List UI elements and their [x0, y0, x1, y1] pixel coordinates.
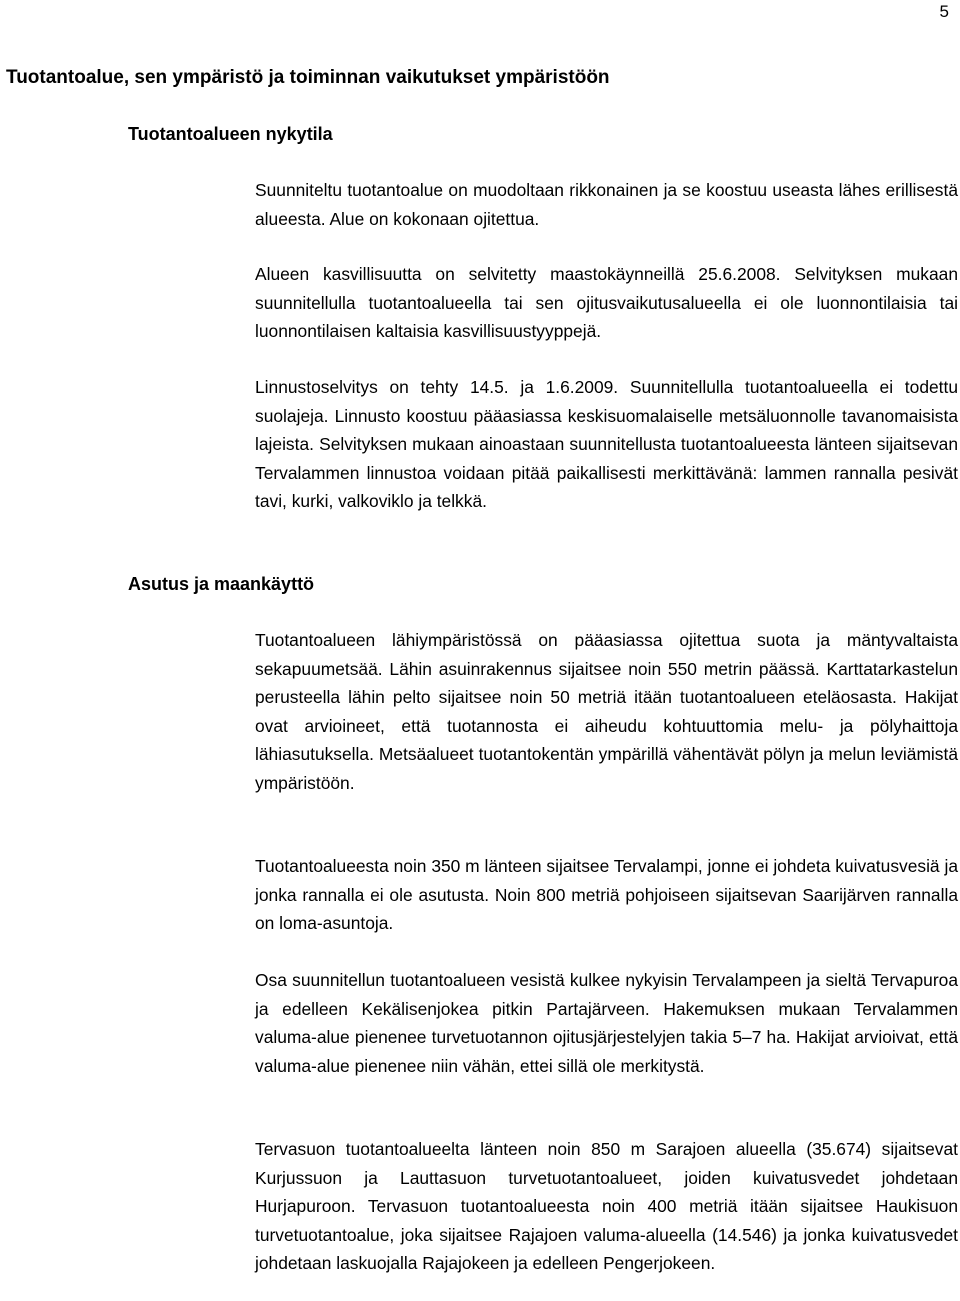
paragraph-bird-survey: Linnustoselvitys on tehty 14.5. ja 1.6.2009. Suunnitellulla tuotantoalueella ei todettu suolajeja. Linnusto koostuu pääasiassa keskisuomalaiselle metsäluonnolle tavanomaisista lajeista. Selvityksen mukaan ainoastaan suunnitellusta tuotantoalueesta länteen sijaitsevan Tervalammen linnustoa voidaan pitää paikallisesti merkittävänä: lammen rannalla pesivät tavi, kurki, valkoviklo ja telkkä. — [255, 377, 958, 512]
paragraph-drainage: Osa suunnitellun tuotantoalueen vesistä kulkee nykyisin Tervalampeen ja sieltä Tervapuroa ja edelleen Kekälisenjokea pitkin Partajärveen. Hakemuksen mukaan Tervalammen valuma-alue pienenee turvetuotannon ojitusjärjestelyjen takia 5–7 ha. Hakijat arvioivat, että valuma-alue pienenee niin vähän, ettei sillä ole merkitystä. — [255, 970, 958, 1076]
section-title: Tuotantoalue, sen ympäristö ja toiminnan vaikutukset ympäristöön — [6, 67, 610, 88]
paragraph-area-description: Suunniteltu tuotantoalue on muodoltaan rikkonainen ja se koostuu useasta lähes erillisestä alueesta. Alue on kokonaan ojitettua. — [255, 180, 958, 229]
paragraph-surroundings: Tuotantoalueen lähiympäristössä on pääasiassa ojitettua suota ja mäntyvaltaista sekapuumetsää. Lähin asuinrakennus sijaitsee noin 550 metrin päässä. Karttatarkastelun perusteella lähin pelto sijaitsee noin 50 metriä itään tuotantoalueen eteläosasta. Hakijat ovat arvioineet, että tuotannosta ei aiheudu kohtuuttomia melu- ja pölyhaittoja lähiasutuksella. Metsäalueet tuotantokentän ympärillä vähentävät pölyn ja melun leviämistä ympäristöön. — [255, 630, 958, 793]
heading-current-state: Tuotantoalueen nykytila — [128, 124, 333, 144]
heading-settlement-land-use: Asutus ja maankäyttö — [128, 574, 315, 594]
paragraph-nearby-production-areas: Tervasuon tuotantoalueelta länteen noin 850 m Sarajoen alueella (35.674) sijaitsevat Kurjussuon ja Lauttasuon turvetuotantoalueet, joiden kuivatusvedet johdetaan Hurjapuroon. Tervasuon tuotantoalueesta noin 400 metriä itään sijaitsee Haukisuon turvetuotantoalue, joka sijaitsee Rajajoen valuma-alueella (14.546) ja jonka kuivatusvedet johdetaan laskuojalla Rajajokeen ja edelleen Pengerjokeen. — [255, 1139, 958, 1274]
paragraph-tervalampi: Tuotantoalueesta noin 350 m länteen sijaitsee Tervalampi, jonne ei johdeta kuivatusvesiä ja jonka rannalla ei ole asutusta. Noin 800 metriä pohjoiseen sijaitsevan Saarijärven rannalla on loma-asuntoja. — [255, 856, 958, 934]
page-number: 5 — [939, 2, 949, 21]
paragraph-vegetation: Alueen kasvillisuutta on selvitetty maastokäynneillä 25.6.2008. Selvityksen mukaan suunnitellulla tuotantoalueella tai sen ojitusvaikutusalueella ei ole luonnontilaisia tai luonnontilaisen kaltaisia kasvillisuustyyppejä. — [255, 264, 958, 342]
